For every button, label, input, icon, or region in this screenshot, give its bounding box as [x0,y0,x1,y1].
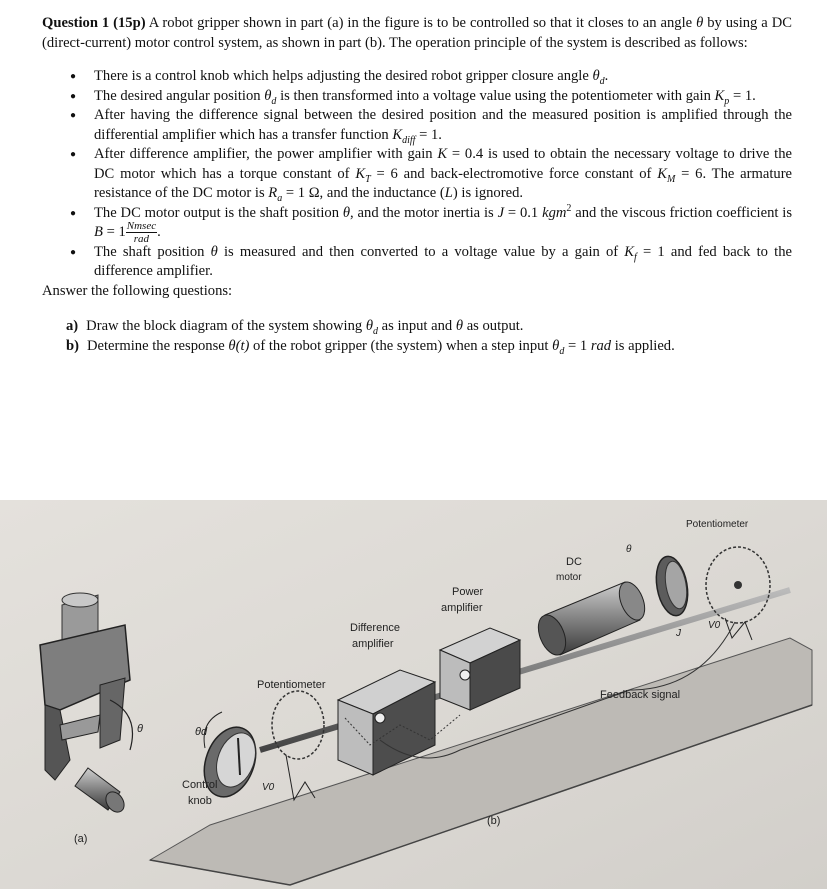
knob-label: knob [188,795,212,807]
part-a-label: (a) [74,833,88,845]
bullet-item: ● The shaft position θ is measured and then converted to a voltage value by a gain of $K_f = 1$ and fed back to the difference amplifier. [94,243,792,282]
bullet-item: ● The DC motor output is the shaft position θ, and the motor inertia is J = 0.1 kgm$^2$ and the viscous friction coefficient is B = 1 $\frac{Nmsec}{\text{rad}}$ . [94,204,792,243]
part-b-label: (b) [487,815,501,827]
v0-right-label: V0 [708,620,721,631]
bullet-item: ● There is a control knob which helps adjusting the desired robot gripper closure angle $\theta_d$. [94,67,792,87]
sub-question: a) Draw the block diagram of the system showing $\theta_d$ as input and θ as output. [66,318,524,337]
v0-left-label: V0 [262,782,275,793]
theta-d-label: θd [195,726,208,738]
theta-right-label: θ [626,544,632,555]
bullet-item: ● The desired angular position $\theta_d$ is then transformed into a voltage value using the potentiometer with gain $K_p = 1$. [94,87,792,107]
potentiometer-left-label: Potentiometer [257,679,326,691]
feedback-signal-label: Feedback signal [600,689,681,701]
theta-a-label: θ [137,723,143,735]
answer-heading: Answer the following questions: [42,282,233,299]
j-label: J [676,628,681,639]
difference-label: Difference [350,622,400,634]
potentiometer-top-label: Potentiometer [686,519,749,530]
question-list [42,317,792,356]
bullet-item: ● After difference amplifier, the power amplifier with gain K = 0.4 is used to obtain the necessary voltage to drive the DC motor which has a torque constant of $K_T = 6$ and back-electromotive force constant of $K_M = 6$. The armature resistance of the DC motor is $R_a = 1$ Ω, and the inductance (L) is ignored. [94,145,792,204]
control-label: Control [182,779,218,791]
dc-label: DC [566,556,582,568]
figure-photo [0,500,827,889]
question-label: Question 1 (15p) [42,15,146,31]
sub-question: b) Determine the response θ(t) of the robot gripper (the system) when a step input $\theta_d = 1$ rad is applied. [66,337,675,357]
question-text [42,14,792,356]
unit-fraction: $\frac{Nmsec}{\text{rad}}$ [126,220,157,246]
motor-label: motor [556,572,582,583]
bullet-list [42,67,792,282]
bullet-item: ● After having the difference signal between the desired position and the measured position is amplified through the differential amplifier which has a transfer function $K_{diff} = 1$. [94,106,792,145]
amplifier-label: amplifier [441,602,483,614]
power-label: Power [452,586,484,598]
figure-svg [0,500,827,889]
question-intro: Question 1 (15p) A robot gripper shown in part (a) in the figure is to be controlled so that it closes to an angle θ by using a DC (direct-current) motor control system, as shown in part (b). The operation principle of the system is described as follows: [42,15,792,51]
diff-amplifier-label: amplifier [352,638,394,650]
